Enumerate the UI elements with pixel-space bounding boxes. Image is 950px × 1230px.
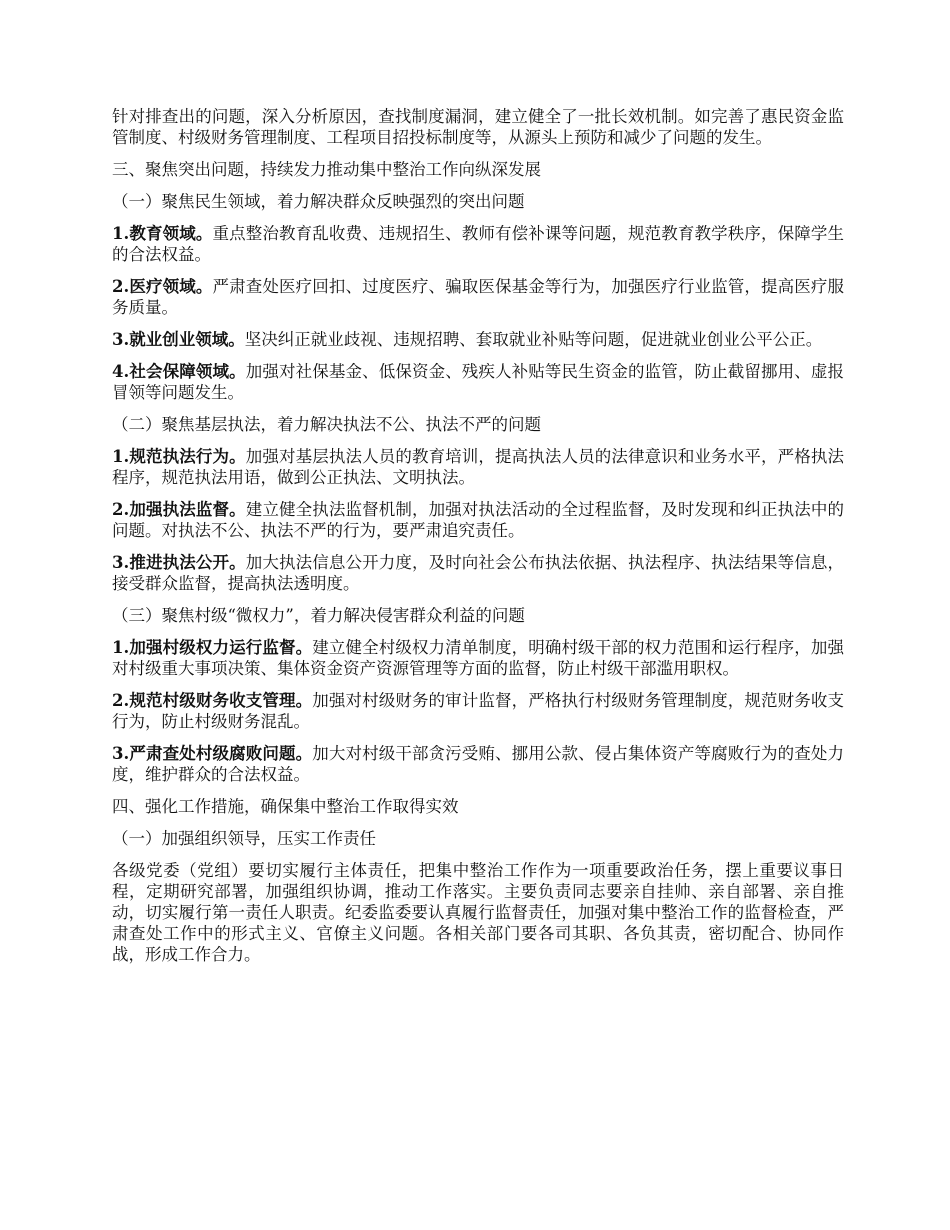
subsection-heading — [112, 605, 844, 626]
item-text: 加大执法信息公开力度，及时向社会公布执法依据、执法程序、执法结果等信息，接受群众监督，提高执法透明度。 — [112, 553, 845, 593]
item-text: 重点整治教育乱收费、违规招生、教师有偿补课等问题，规范教育教学秩序，保障学生的合法权益。 — [112, 224, 844, 264]
section-heading — [112, 159, 844, 180]
list-item — [112, 552, 844, 594]
heading-text: （二）聚焦基层执法，着力解决执法不公、执法不严的问题 — [112, 415, 541, 434]
list-item — [112, 690, 844, 732]
item-lead: 2.加强执法监督。 — [112, 500, 246, 519]
list-item — [112, 743, 844, 785]
document-page — [112, 106, 844, 976]
item-text: 建立健全村级权力清单制度，明确村级干部的权力范围和运行程序，加强对村级重大事项决策、集体资金资产资源管理等方面的监督，防止村级干部滥用职权。 — [112, 638, 844, 678]
item-lead: 4.社会保障领域。 — [112, 362, 246, 381]
heading-text: 四、强化工作措施，确保集中整治工作取得实效 — [112, 797, 459, 816]
subsection-heading — [112, 414, 844, 435]
paragraph-text: 针对排查出的问题，深入分析原因，查找制度漏洞，建立健全了一批长效机制。如完善了惠民资金监管制度、村级财务管理制度、工程项目招投标制度等，从源头上预防和减少了问题的发生。 — [112, 107, 844, 147]
list-item — [112, 361, 844, 403]
list-item — [112, 223, 844, 265]
item-text: 坚决纠正就业歧视、违规招聘、套取就业补贴等问题，促进就业创业公平公正。 — [244, 330, 823, 349]
item-lead: 3.推进执法公开。 — [112, 553, 246, 572]
item-lead: 2.医疗领域。 — [112, 277, 213, 296]
list-item — [112, 329, 844, 350]
section-heading — [112, 796, 844, 817]
item-text: 严肃查处医疗回扣、过度医疗、骗取医保基金等行为，加强医疗行业监管，提高医疗服务质量。 — [112, 277, 844, 317]
item-lead: 3.就业创业领域。 — [112, 330, 245, 349]
list-item — [112, 637, 844, 679]
paragraph-text: 各级党委（党组）要切实履行主体责任，把集中整治工作作为一项重要政治任务，摆上重要议事日程，定期研究部署，加强组织协调，推动工作落实。主要负责同志要亲自挂帅、亲自部署、亲自推动，切实履行第一责任人职责。纪委监委要认真履行监督责任，加强对集中整治工作的监督检查，严肃查处工作中的形式主义、官僚主义问题。各相关部门要各司其职、各负其责，密切配合、协同作战，形成工作合力。 — [112, 861, 844, 964]
subsection-heading — [112, 828, 844, 849]
item-lead: 2.规范村级财务收支管理。 — [112, 691, 313, 710]
item-text: 建立健全执法监督机制，加强对执法活动的全过程监督，及时发现和纠正执法中的问题。对执法不公、执法不严的行为，要严肃追究责任。 — [112, 500, 845, 540]
paragraph — [112, 860, 844, 965]
heading-text: （一）加强组织领导，压实工作责任 — [112, 829, 376, 848]
item-text: 加强对基层执法人员的教育培训，提高执法人员的法律意识和业务水平，严格执法程序，规范执法用语，做到公正执法、文明执法。 — [112, 447, 845, 487]
item-text: 加强对社保基金、低保资金、残疾人补贴等民生资金的监管，防止截留挪用、虚报冒领等问题发生。 — [112, 362, 845, 402]
item-text: 加大对村级干部贪污受贿、挪用公款、侵占集体资产等腐败行为的查处力度，维护群众的合法权益。 — [112, 744, 844, 784]
list-item — [112, 276, 844, 318]
item-text: 加强对村级财务的审计监督，严格执行村级财务管理制度，规范财务收支行为，防止村级财务混乱。 — [112, 691, 844, 731]
subsection-heading — [112, 191, 844, 212]
heading-text: （三）聚焦村级“微权力”，着力解决侵害群众利益的问题 — [112, 606, 525, 625]
heading-text: 三、聚焦突出问题，持续发力推动集中整治工作向纵深发展 — [112, 160, 541, 179]
item-lead: 1.规范执法行为。 — [112, 447, 246, 466]
list-item — [112, 446, 844, 488]
item-lead: 3.严肃查处村级腐败问题。 — [112, 744, 313, 763]
item-lead: 1.教育领域。 — [112, 224, 213, 243]
list-item — [112, 499, 844, 541]
item-lead: 1.加强村级权力运行监督。 — [112, 638, 313, 657]
paragraph — [112, 106, 844, 148]
heading-text: （一）聚焦民生领域，着力解决群众反映强烈的突出问题 — [112, 192, 525, 211]
